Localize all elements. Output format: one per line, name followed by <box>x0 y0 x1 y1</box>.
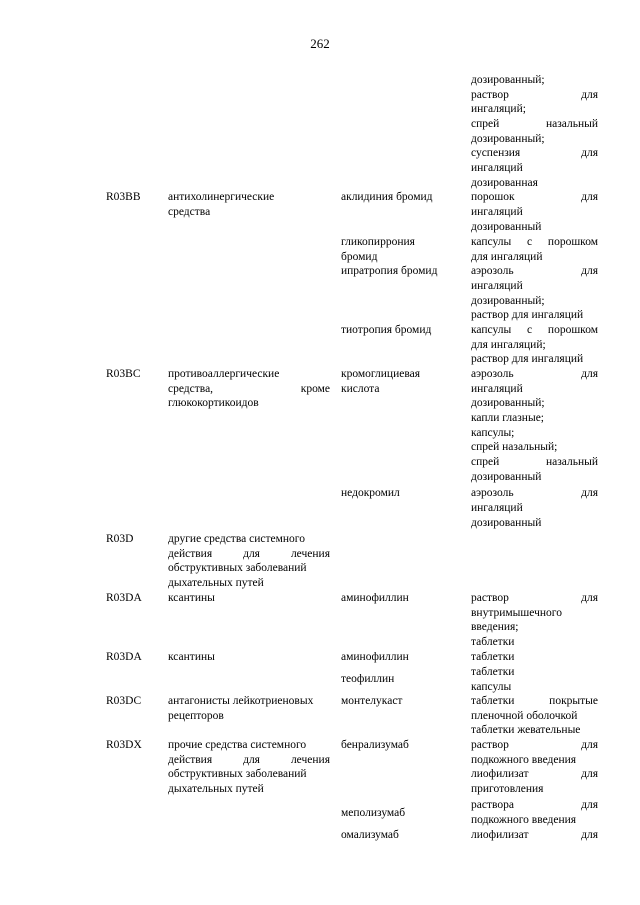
dosage-form-line: лиофилизат для <box>471 768 598 780</box>
dosage-form-line: ингаляций; <box>471 103 526 115</box>
dosage-form-line: дозированный <box>471 517 542 529</box>
atc-code: R03D <box>106 533 134 545</box>
dosage-form-line: раствора для <box>471 799 598 811</box>
dosage-form-line: аэрозоль для <box>471 368 598 380</box>
drug-name: бенрализумаб <box>341 739 409 751</box>
drug-name: меполизумаб <box>341 807 406 819</box>
class-line: дыхательных путей <box>168 783 264 795</box>
drug-name: аминофиллин <box>341 592 409 604</box>
class-line: противоаллергические <box>168 368 280 380</box>
dosage-form-line: дозированный; <box>471 397 545 409</box>
class-line: прочие средства системного <box>168 739 307 751</box>
class-line: дыхательных путей <box>168 577 264 589</box>
drug-name: тиотропия бромид <box>341 324 432 336</box>
dosage-form-line: капсулы с порошком <box>471 324 598 336</box>
atc-code: R03DA <box>106 651 142 663</box>
class-line: антихолинергические <box>168 191 275 203</box>
dosage-form-line: спрей назальный <box>471 118 598 130</box>
dosage-form-line: подкожного введения <box>471 754 577 766</box>
dosage-form-line: для ингаляций <box>471 251 543 263</box>
class-line: действия для лечения <box>168 548 330 560</box>
drug-name: аминофиллин <box>341 651 409 663</box>
class-line: другие средства системного <box>168 533 305 545</box>
dosage-form-line: введения; <box>471 621 519 633</box>
dosage-form-line: ингаляций <box>471 206 523 218</box>
class-line: антагонисты лейкотриеновых <box>168 695 314 707</box>
class-line: действия для лечения <box>168 754 330 766</box>
atc-code: R03DC <box>106 695 142 707</box>
drug-name: бромид <box>341 251 378 263</box>
dosage-form-line: спрей назальный; <box>471 441 558 453</box>
dosage-form-line: раствор для <box>471 739 598 751</box>
dosage-form-line: дозированный; <box>471 133 545 145</box>
atc-code: R03BB <box>106 191 141 203</box>
dosage-form-line: дозированная <box>471 177 538 189</box>
drug-name: аклидиния бромид <box>341 191 433 203</box>
dosage-form-line: таблетки <box>471 636 515 648</box>
class-line: ксантины <box>168 651 215 663</box>
dosage-form-line: лиофилизат для <box>471 829 598 841</box>
dosage-form-line: капсулы; <box>471 427 515 439</box>
drug-name: ипратропия бромид <box>341 265 438 277</box>
class-line: обструктивных заболеваний <box>168 768 307 780</box>
dosage-form-line: аэрозоль для <box>471 487 598 499</box>
dosage-form-line: порошок для <box>471 191 598 203</box>
drug-name: монтелукаст <box>341 695 403 707</box>
dosage-form-line: для ингаляций; <box>471 339 546 351</box>
dosage-form-line: дозированный <box>471 471 542 483</box>
dosage-form-line: внутримышечного <box>471 607 562 619</box>
dosage-form-line: таблетки <box>471 651 515 663</box>
dosage-form-line: дозированный; <box>471 74 545 86</box>
class-line: глюкокортикоидов <box>168 397 259 409</box>
dosage-form-line: таблетки жевательные <box>471 724 581 736</box>
drug-name: кромоглициевая <box>341 368 421 380</box>
drug-name: недокромил <box>341 487 400 499</box>
atc-code: R03BC <box>106 368 141 380</box>
drug-name: гликопиррония <box>341 236 415 248</box>
class-line: рецепторов <box>168 710 224 722</box>
dosage-form-line: аэрозоль для <box>471 265 598 277</box>
dosage-form-line: капсулы с порошком <box>471 236 598 248</box>
class-line: средства, кроме <box>168 383 330 395</box>
class-line: обструктивных заболеваний <box>168 562 307 574</box>
dosage-form-line: таблетки <box>471 666 515 678</box>
dosage-form-line: раствор для <box>471 89 598 101</box>
dosage-form-line: ингаляций <box>471 162 523 174</box>
class-line: ксантины <box>168 592 215 604</box>
dosage-form-line: спрей назальный <box>471 456 598 468</box>
page-number: 262 <box>310 36 330 51</box>
dosage-form-line: раствор для ингаляций <box>471 309 584 321</box>
dosage-form-line: ингаляций <box>471 383 523 395</box>
dosage-form-line: раствор для <box>471 592 598 604</box>
atc-code: R03DA <box>106 592 142 604</box>
dosage-form-line: пленочной оболочкой <box>471 710 578 722</box>
dosage-form-line: приготовления <box>471 783 544 795</box>
dosage-form-line: таблетки покрытые <box>471 695 598 707</box>
dosage-form-line: капсулы <box>471 681 512 693</box>
dosage-form-line: раствор для ингаляций <box>471 353 584 365</box>
dosage-form-line: дозированный; <box>471 295 545 307</box>
dosage-form-line: суспензия для <box>471 147 598 159</box>
dosage-form-line: ингаляций <box>471 280 523 292</box>
drug-name: теофиллин <box>341 673 395 685</box>
dosage-form-line: подкожного введения <box>471 814 577 826</box>
dosage-form-line: дозированный <box>471 221 542 233</box>
atc-code: R03DX <box>106 739 142 751</box>
dosage-form-line: капли глазные; <box>471 412 544 424</box>
drug-name: омализумаб <box>341 829 399 841</box>
drug-name: кислота <box>341 383 380 395</box>
dosage-form-line: ингаляций <box>471 502 523 514</box>
class-line: средства <box>168 206 211 218</box>
